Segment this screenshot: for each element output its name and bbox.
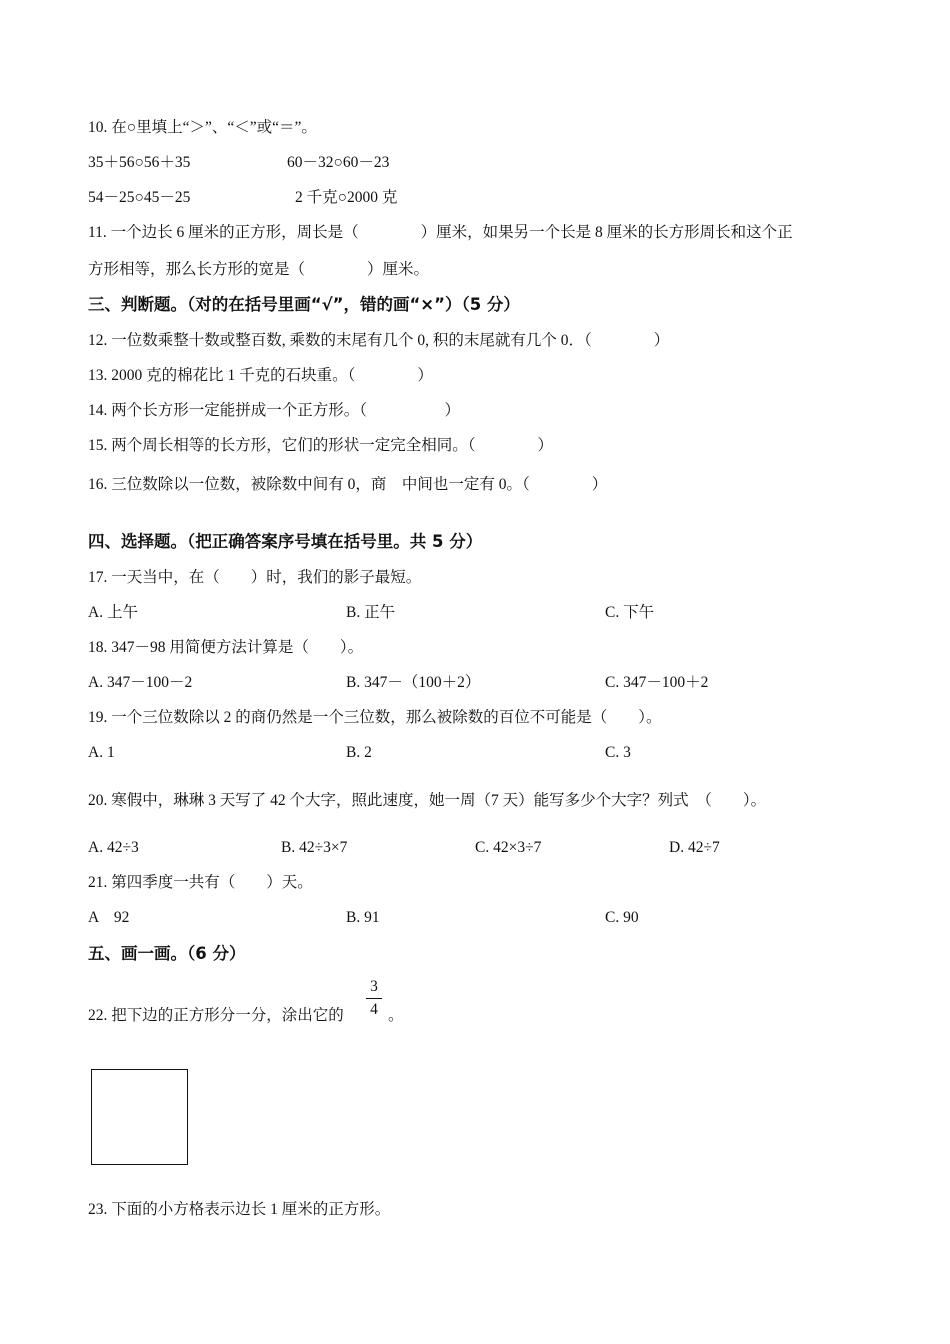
q21-stem: 21. 第四季度一共有（ ）天。: [88, 874, 313, 891]
q18-option-a: A. 347－100－2: [88, 674, 193, 691]
q10-stem: 10. 在○里填上“＞”、“＜”或“＝”。: [88, 119, 317, 136]
fraction-numerator: 3: [370, 978, 378, 995]
q13: 13. 2000 克的棉花比 1 千克的石块重。（ ）: [88, 367, 433, 384]
q17-option-b: B. 正午: [346, 604, 396, 621]
q19-option-b: B. 2: [346, 744, 372, 761]
q18-option-b: B. 347－（100＋2）: [346, 674, 481, 691]
q10-row1-left: 35＋56○56＋35: [88, 154, 191, 171]
q23-stem: 23. 下面的小方格表示边长 1 厘米的正方形。: [88, 1201, 391, 1218]
q20-option-b: B. 42÷3×7: [281, 839, 348, 856]
q17-option-c: C. 下午: [605, 604, 655, 621]
q21-option-c: C. 90: [605, 909, 639, 926]
q20-option-d: D. 42÷7: [669, 839, 720, 856]
q10-row2-right: 2 千克○2000 克: [295, 189, 398, 206]
q21-option-b: B. 91: [346, 909, 380, 926]
q17-stem: 17. 一天当中，在（ ）时，我们的影子最短。: [88, 569, 422, 586]
fraction-denominator: 4: [370, 1001, 378, 1018]
q20-option-c: C. 42×3÷7: [475, 839, 542, 856]
q12: 12. 一位数乘整十数或整百数, 乘数的末尾有几个 0, 积的末尾就有几个 0．（ ）: [88, 332, 670, 349]
q10-row1-right: 60－32○60－23: [287, 154, 390, 171]
square-figure: [91, 1069, 188, 1165]
fraction-three-quarters: [364, 978, 384, 1019]
q19-stem: 19. 一个三位数除以 2 的商仍然是一个三位数，那么被除数的百位不可能是（ ）。: [88, 709, 662, 726]
q20-stem: 20. 寒假中，琳琳 3 天写了 42 个大字，照此速度，她一周（7 天）能写多少个大字？列式 （ ）。: [88, 792, 767, 809]
q22-stem: 22. 把下边的正方形分一分，涂出它的: [88, 1007, 344, 1024]
section3-heading: 三、判断题。（对的在括号里画“√”，错的画“×”）（5 分）: [88, 295, 520, 314]
section5-heading: 五、画一画。（6 分）: [88, 944, 246, 963]
q22-tail: 。: [388, 1007, 404, 1024]
q11-line1: 11. 一个边长 6 厘米的正方形，周长是（ ）厘米，如果另一个长是 8 厘米的长方形周长和这个正: [88, 224, 793, 241]
fraction-bar: [366, 998, 382, 999]
q19-option-c: C. 3: [605, 744, 631, 761]
section4-heading: 四、选择题。（把正确答案序号填在括号里。共 5 分）: [88, 532, 483, 551]
q10-row2-left: 54－25○45－25: [88, 189, 191, 206]
q14: 14. 两个长方形一定能拼成一个正方形。（ ）: [88, 402, 461, 419]
q18-stem: 18. 347－98 用简便方法计算是（ ）。: [88, 639, 364, 656]
q20-option-a: A. 42÷3: [88, 839, 139, 856]
q15: 15. 两个周长相等的长方形，它们的形状一定完全相同。（ ）: [88, 437, 554, 454]
q11-line2: 方形相等，那么长方形的宽是（ ）厘米。: [88, 261, 430, 278]
q17-option-a: A. 上午: [88, 604, 138, 621]
q16: 16. 三位数除以一位数，被除数中间有 0，商 中间也一定有 0。（ ）: [88, 476, 608, 493]
q21-option-a: A 92: [88, 909, 130, 926]
q19-option-a: A. 1: [88, 744, 115, 761]
q18-option-c: C. 347－100＋2: [605, 674, 709, 691]
